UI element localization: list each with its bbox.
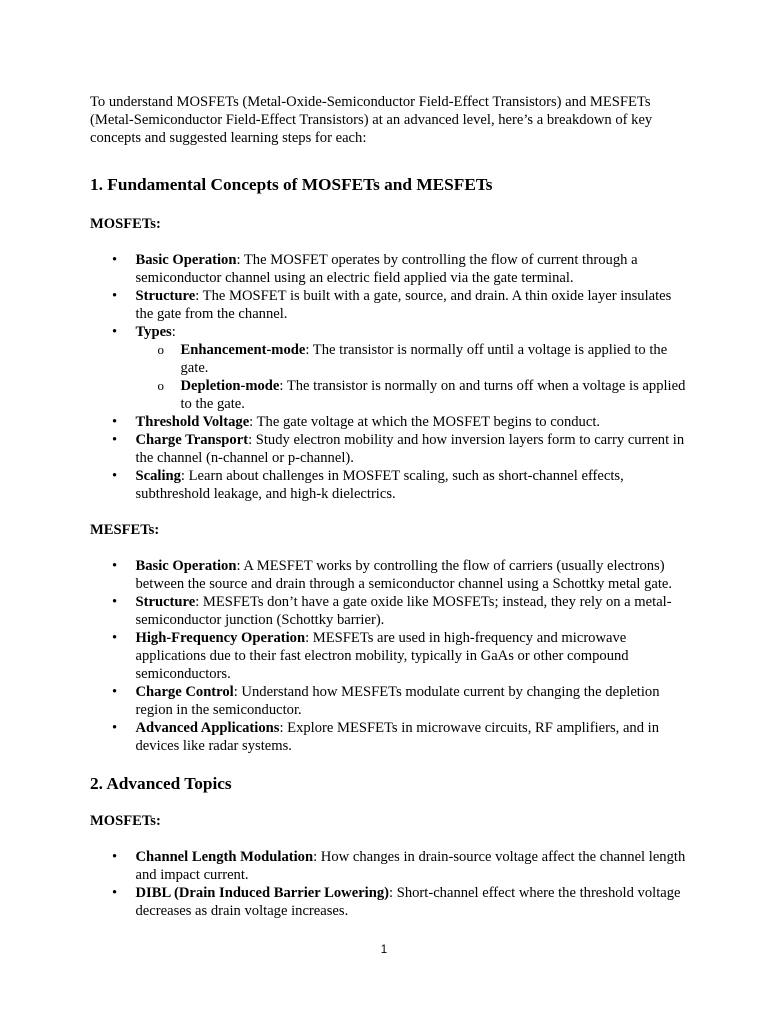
item-text: : Study electron mobility and how inversion layers form to carry current in the channel (n-channel or p-channel). — [135, 432, 685, 466]
item-text: : Explore MESFETs in microwave circuits, RF amplifiers, and in devices like radar systems. — [135, 720, 660, 754]
list-item — [90, 719, 690, 755]
item-term: Depletion-mode — [180, 378, 280, 394]
item-text: : How changes in drain-source voltage affect the channel length and impact current. — [135, 849, 686, 883]
section-2-mosfets-list — [90, 848, 690, 920]
item-text: : Learn about challenges in MOSFET scaling, such as short-channel effects, subthreshold leakage, and high-k dielectrics. — [135, 468, 624, 502]
item-term: Channel Length Modulation — [135, 849, 314, 865]
item-text: : Short-channel effect where the threshold voltage decreases as drain voltage increases. — [135, 885, 681, 919]
document-body — [90, 93, 690, 920]
list-item — [90, 431, 690, 467]
item-term: Charge Transport — [135, 432, 249, 448]
list-item — [90, 287, 690, 323]
section-2-mosfets-heading: MOSFETs: — [90, 813, 161, 829]
item-term: Advanced Applications — [135, 720, 280, 736]
item-term: Charge Control — [135, 684, 234, 700]
section-1-mesfets-list — [90, 557, 690, 755]
intro-paragraph: To understand MOSFETs (Metal-Oxide-Semiconductor Field-Effect Transistors) and MESFETs (Metal-Semiconductor Field-Effect Transistors) at an advanced level, here’s a breakdown of key concepts and suggested learning steps for each: — [90, 94, 653, 146]
item-term: Basic Operation — [135, 558, 237, 574]
section-1-mesfets-heading: MESFETs: — [90, 522, 160, 538]
list-item — [90, 251, 690, 287]
section-1-mosfets-list — [90, 251, 690, 503]
types-sublist — [136, 341, 691, 413]
sublist-item — [136, 377, 691, 413]
list-item — [90, 467, 690, 503]
page-number: 1 — [380, 944, 388, 956]
item-term: Enhancement-mode — [180, 342, 306, 358]
list-item — [90, 323, 690, 413]
item-term: Basic Operation — [135, 252, 237, 268]
item-text: : — [171, 324, 176, 340]
section-2-heading: 2. Advanced Topics — [90, 774, 232, 793]
item-text: : A MESFET works by controlling the flow of carriers (usually electrons) between the source and drain through a semiconductor channel using a Schottky metal gate. — [135, 558, 673, 592]
list-item — [90, 557, 690, 593]
list-item — [90, 629, 690, 683]
item-text: : The gate voltage at which the MOSFET begins to conduct. — [249, 414, 601, 430]
list-item — [90, 848, 690, 884]
item-text: : Understand how MESFETs modulate current by changing the depletion region in the semiconductor. — [135, 684, 660, 718]
item-term: High-Frequency Operation — [135, 630, 306, 646]
item-term: DIBL (Drain Induced Barrier Lowering) — [135, 885, 390, 901]
list-item — [90, 683, 690, 719]
section-1-mosfets-heading: MOSFETs: — [90, 216, 161, 232]
item-text: : The transistor is normally on and turns off when a voltage is applied to the gate. — [180, 378, 686, 412]
sublist-item — [136, 341, 691, 377]
list-item — [90, 593, 690, 629]
section-1-heading: 1. Fundamental Concepts of MOSFETs and MESFETs — [90, 175, 493, 194]
item-text: : The MOSFET is built with a gate, source, and drain. A thin oxide layer insulates the gate from the channel. — [135, 288, 672, 322]
list-item — [90, 884, 690, 920]
item-text: : The transistor is normally off until a voltage is applied to the gate. — [180, 342, 668, 376]
item-term: Types — [135, 324, 172, 340]
item-term: Scaling — [135, 468, 181, 484]
item-text: : MESFETs don’t have a gate oxide like MOSFETs; instead, they rely on a metal-semiconductor junction (Schottky barrier). — [135, 594, 672, 628]
item-text: : MESFETs are used in high-frequency and microwave applications due to their fast electron mobility, typically in GaAs or other compound semiconductors. — [135, 630, 629, 682]
item-text: : The MOSFET operates by controlling the flow of current through a semiconductor channel using an electric field applied via the gate terminal. — [135, 252, 638, 286]
item-term: Structure — [135, 288, 196, 304]
item-term: Threshold Voltage — [135, 414, 250, 430]
item-term: Structure — [135, 594, 196, 610]
list-item — [90, 413, 690, 431]
